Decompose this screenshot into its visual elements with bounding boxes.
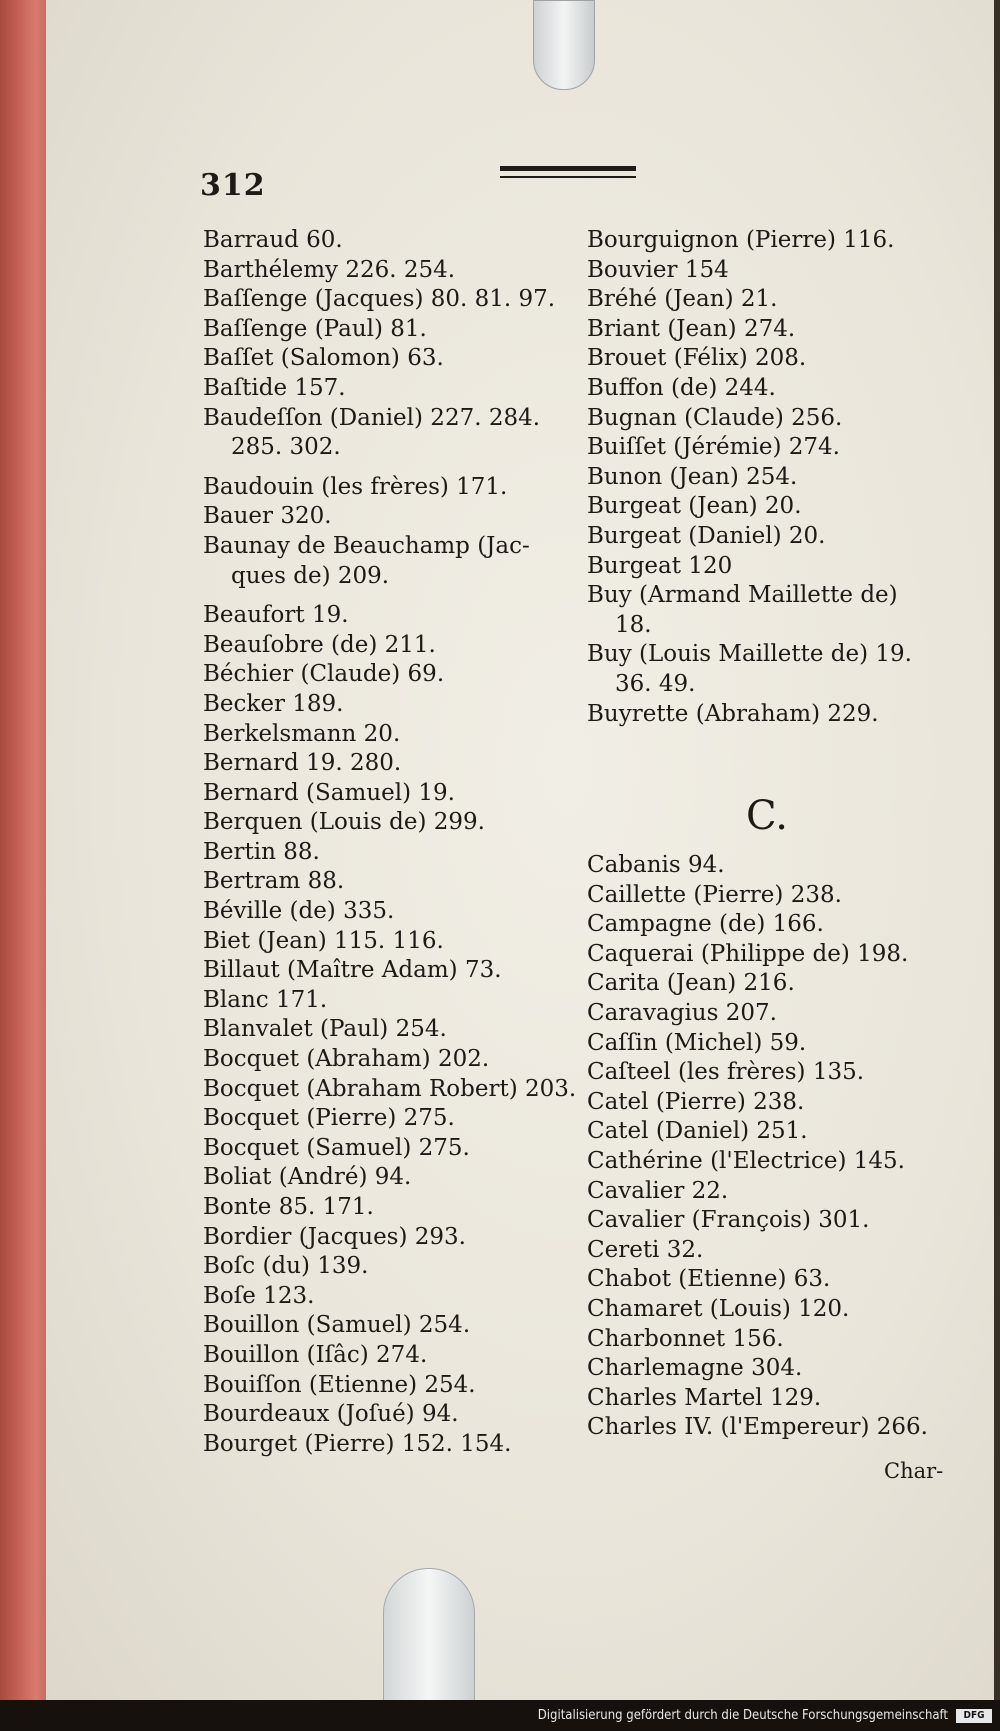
index-entry: Chabot (Etienne) 63.: [587, 1266, 831, 1293]
page-clip-bottom: [383, 1568, 475, 1705]
index-entry: Bordier (Jacques) 293.: [203, 1223, 466, 1250]
index-entry: Buiſſet (Jérémie) 274.: [587, 434, 840, 461]
index-entry: Berquen (Louis de) 299.: [203, 809, 485, 836]
index-entry: Bertram 88.: [203, 868, 345, 895]
index-entry: Berkelsmann 20.: [203, 720, 401, 747]
index-entry: Bugnan (Claude) 256.: [587, 404, 843, 431]
index-entry: Bonte 85. 171.: [203, 1194, 374, 1220]
catchword: Char-: [884, 1459, 944, 1483]
index-entry: Béville (de) 335.: [203, 898, 395, 925]
index-entry: Bocquet (Pierre) 275.: [203, 1105, 455, 1132]
index-entry: Bocquet (Samuel) 275.: [203, 1134, 470, 1161]
index-entry-continuation: ques de) 209.: [231, 562, 390, 589]
index-entry: Baudeſſon (Daniel) 227. 284.: [203, 404, 541, 431]
page-number: 312: [200, 168, 266, 203]
index-entry: Cavalier 22.: [587, 1177, 729, 1204]
index-entry-continuation: 36. 49.: [615, 670, 696, 697]
index-entry: Bouillon (Iſâc) 274.: [203, 1341, 428, 1368]
index-entry: Baſſenge (Paul) 81.: [203, 315, 427, 342]
index-entry: Carita (Jean) 216.: [587, 970, 795, 997]
index-entry: Catel (Pierre) 238.: [587, 1088, 805, 1115]
index-entry: Bocquet (Abraham) 202.: [203, 1046, 490, 1073]
index-entry: Bourget (Pierre) 152. 154.: [203, 1430, 512, 1457]
index-entry: Chamaret (Louis) 120.: [587, 1296, 850, 1322]
dfg-logo-icon: DFG: [956, 1709, 992, 1723]
index-entry: Blanc 171.: [203, 986, 328, 1013]
index-entry: Bertin 88.: [203, 838, 320, 865]
index-entry: Buffon (de) 244.: [587, 374, 776, 401]
index-entry: Buy (Armand Maillette de): [587, 582, 898, 609]
index-entry: Baſſet (Salomon) 63.: [203, 345, 444, 372]
index-entry: Cavalier (François) 301.: [587, 1207, 870, 1234]
index-entry: Beauſobre (de) 211.: [203, 631, 436, 658]
header-rule: [500, 166, 636, 178]
index-entry: Bouiſſon (Etienne) 254.: [203, 1371, 476, 1398]
index-entry: Bauer 320.: [203, 503, 332, 530]
index-entry: Boliat (André) 94.: [203, 1164, 412, 1191]
index-entry: Bourguignon (Pierre) 116.: [587, 227, 895, 253]
index-entry: Béchier (Claude) 69.: [203, 661, 445, 688]
index-entry: Bernard (Samuel) 19.: [203, 779, 455, 806]
index-entry: Barraud 60.: [203, 227, 343, 253]
index-column-left: [203, 226, 583, 1459]
index-entry: Billaut (Maître Adam) 73.: [203, 957, 502, 984]
index-entry: Caravagius 207.: [587, 1000, 777, 1027]
index-entry: Caſteel (les frères) 135.: [587, 1059, 865, 1086]
index-entry: Baudouin (les frères) 171.: [203, 473, 508, 500]
index-entry: Bourdeaux (Joſué) 94.: [203, 1401, 459, 1428]
index-entry: Cathérine (l'Electrice) 145.: [587, 1148, 905, 1175]
index-entry: Burgeat 120: [587, 552, 733, 579]
index-entry: Charlemagne 304.: [587, 1355, 803, 1382]
index-entry: Baunay de Beauchamp (Jac-: [203, 532, 530, 559]
index-entry: Bunon (Jean) 254.: [587, 463, 798, 490]
index-entry: Beaufort 19.: [203, 602, 349, 629]
index-entry: Bréhé (Jean) 21.: [587, 286, 778, 313]
section-letter-heading: C.: [746, 793, 788, 840]
index-entry: Charbonnet 156.: [587, 1325, 784, 1352]
index-entry: Buyrette (Abraham) 229.: [587, 700, 879, 727]
index-entry: Boſe 123.: [203, 1282, 315, 1309]
index-entry: Caſſin (Michel) 59.: [587, 1029, 807, 1056]
index-entry: Brouet (Félix) 208.: [587, 345, 807, 372]
index-entry: Barthélemy 226. 254.: [203, 256, 456, 283]
index-entry: Bernard 19. 280.: [203, 750, 402, 777]
index-entry: Buy (Louis Maillette de) 19.: [587, 641, 912, 668]
index-entry: Burgeat (Daniel) 20.: [587, 522, 826, 549]
index-entry-continuation: 285. 302.: [231, 434, 341, 461]
index-entry: Bouvier 154: [587, 256, 729, 283]
index-entry-continuation: 18.: [615, 611, 652, 638]
index-entry: Charles Martel 129.: [587, 1384, 822, 1411]
index-entry: Burgeat (Jean) 20.: [587, 493, 802, 520]
index-column-right: [587, 226, 967, 1443]
page-clip-top: [533, 0, 595, 90]
index-entry: Baſtide 157.: [203, 374, 346, 401]
index-entry: Cereti 32.: [587, 1236, 704, 1263]
index-entry: Campagne (de) 166.: [587, 911, 824, 938]
index-entry: Caquerai (Philippe de) 198.: [587, 940, 909, 967]
footer-credit-text: Digitalisierung gefördert durch die Deutsche Forschungsgemeinschaft: [537, 1708, 948, 1723]
index-entry: Biet (Jean) 115. 116.: [203, 927, 444, 954]
index-entry: Boſc (du) 139.: [203, 1253, 369, 1280]
index-entry: Briant (Jean) 274.: [587, 315, 796, 342]
index-entry: Becker 189.: [203, 690, 344, 717]
index-entry: Caillette (Pierre) 238.: [587, 881, 842, 908]
digitization-footer: [0, 1700, 1000, 1731]
index-entry: Cabanis 94.: [587, 852, 725, 879]
index-entry: Blanvalet (Paul) 254.: [203, 1016, 447, 1043]
index-entry: Catel (Daniel) 251.: [587, 1118, 808, 1145]
index-entry: Charles IV. (l'Empereur) 266.: [587, 1414, 928, 1441]
index-entry: Baſſenge (Jacques) 80. 81. 97.: [203, 286, 556, 313]
index-entry: Bouillon (Samuel) 254.: [203, 1312, 471, 1339]
index-entry: Bocquet (Abraham Robert) 203.: [203, 1075, 577, 1102]
